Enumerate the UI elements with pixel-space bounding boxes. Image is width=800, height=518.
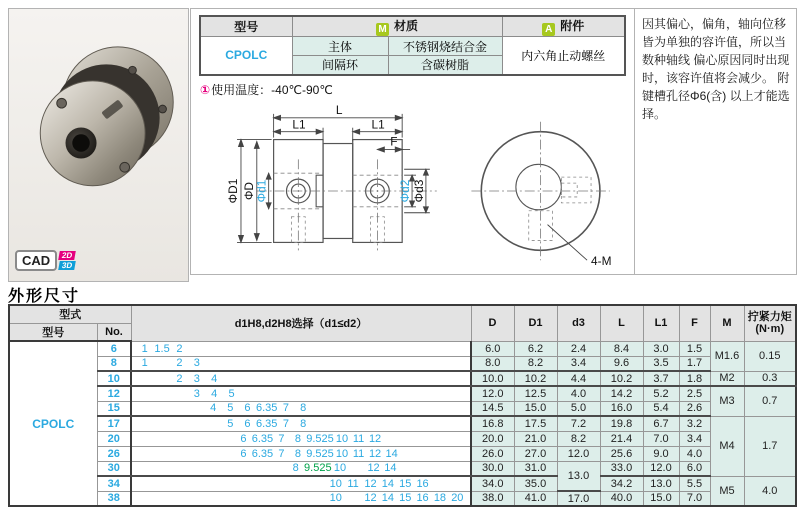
spec-header-accessory [502,16,625,37]
d1-value: 5 [227,402,234,415]
d1-value: 7 [282,402,290,415]
cell-D1: 17.5 [514,416,557,431]
spec-header-row [200,16,625,37]
d1-value: 15 [399,477,412,490]
d1-value: 9.525 [306,432,334,445]
cell-L1: 3.5 [643,356,679,371]
table-row [9,356,796,371]
d1-grid [136,462,466,474]
cell-F: 1.5 [679,341,710,356]
dim-label-D: ΦD [241,181,256,200]
header-F: F [679,305,710,341]
d1-value: 9.525 [306,447,334,460]
spec-model-value[interactable]: CPOLC [200,37,292,75]
spec-row-1 [200,37,625,56]
row-no[interactable]: 10 [97,371,131,386]
note-number-icon: ① [200,82,211,97]
cell-d3: 5.0 [557,401,600,416]
d1-value: 7 [278,447,285,460]
header-no: No. [97,323,131,341]
d1-value: 1 [141,342,148,355]
material-badge-icon: M [376,23,389,36]
spec-part-1: 主体 [292,37,388,56]
d1-value: 12 [368,447,382,460]
d1-grid [136,478,466,490]
main-content-box [190,8,797,275]
usage-note [635,9,796,274]
cell-d3: 17.0 [557,491,600,506]
d1-selection-cell [131,476,471,491]
d1-value: 6 [244,402,251,415]
header-torque [744,305,796,341]
d1-value: 11 [352,432,365,445]
cell-L: 9.6 [600,356,643,371]
cell-F: 3.4 [679,431,710,446]
cell-D: 30.0 [471,461,514,476]
cell-L: 16.0 [600,401,643,416]
cad-badge[interactable] [15,250,75,271]
table-row [9,341,796,356]
coupling-photo-shape [40,47,173,186]
d1-value: 14 [381,492,394,505]
dim-label-d3: Φd3 [411,179,426,202]
cell-L1: 7.0 [643,431,679,446]
dimension-lines [237,113,430,242]
cell-F: 1.7 [679,356,710,371]
dim-header-row-1 [9,305,796,323]
d1-value: 8 [300,402,307,415]
cell-D1: 12.5 [514,386,557,401]
d1-value: 11 [347,477,359,490]
d1-selection-cell [131,446,471,461]
cell-D1: 21.0 [514,431,557,446]
table-row [9,371,796,386]
dim-label-F: F [390,134,398,149]
d1-grid [136,357,466,369]
d1-value: 3 [193,357,200,370]
cell-D1: 10.2 [514,371,557,386]
cell-d3: 3.4 [557,356,600,371]
dimension-table-wrap [8,304,797,507]
row-no[interactable]: 34 [97,476,131,491]
cell-L1: 6.7 [643,416,679,431]
dim-label-L1-right: L1 [371,117,385,132]
cell-L: 25.6 [600,446,643,461]
d1-value: 1.5 [154,342,170,355]
d1-value: 12 [364,492,377,505]
cell-torque: 0.15 [744,341,796,371]
d1-value: 8 [300,417,307,430]
cell-F: 5.5 [679,476,710,491]
d1-value: 15 [399,492,412,505]
d1-value: 16 [416,492,429,505]
cell-d3: 7.2 [557,416,600,431]
material-header-label: 材质 [394,19,419,33]
cell-F: 3.2 [679,416,710,431]
cell-D: 14.5 [471,401,514,416]
d1-value: 3 [193,387,200,400]
table-row [9,461,796,476]
dim-label-d1: Φd1 [254,179,269,202]
cell-d3: 2.4 [557,341,600,356]
cell-D: 20.0 [471,431,514,446]
row-no[interactable]: 26 [97,446,131,461]
d1-value: 12 [368,432,382,445]
row-no[interactable]: 15 [97,401,131,416]
side-view-hidden-lines [254,159,437,250]
technical-drawing [199,102,635,280]
cell-D: 6.0 [471,341,514,356]
cell-L1: 3.0 [643,341,679,356]
header-torque-unit: (N·m) [755,323,785,336]
cell-M: M2 [710,371,744,386]
d1-value: 6.35 [251,432,274,445]
d1-value: 4 [211,387,218,400]
usage-note-text: 因其偏心，偏角，轴向位移皆为单独的容许值，所以当数种轴线 偏心原因同时出现时，该容许值将会减少。 附键槽孔径Φ6(含) 以上才能选择。 [642,17,790,121]
cell-L: 14.2 [600,386,643,401]
spec-material-1: 不锈钢烧结合金 [388,37,502,56]
cell-L1: 13.0 [643,476,679,491]
table-row [9,386,796,401]
temperature-note-text: 使用温度：-40℃-90℃ [211,82,333,97]
d1-grid [136,433,466,445]
front-view [471,121,609,259]
header-type: 型式 [9,305,131,323]
cell-torque: 0.3 [744,371,796,386]
cad-label[interactable]: CAD [15,250,57,271]
d1-value: 8 [294,447,301,460]
header-L1: L1 [643,305,679,341]
table-row [9,431,796,446]
spec-accessory-value: 内六角止动螺丝 [502,37,625,75]
spec-and-drawing-column [191,9,634,274]
d1-value: 7 [282,417,290,430]
cell-torque: 4.0 [744,476,796,506]
cell-D1: 35.0 [514,476,557,491]
d1-value: 1 [141,357,148,370]
cell-F: 6.0 [679,461,710,476]
d1-selection-cell [131,356,471,371]
d1-value: 12 [367,462,380,475]
cell-D1: 31.0 [514,461,557,476]
d1-value: 10 [329,492,342,505]
header-d1-selection: d1H8,d2H8选择（d1≤d2） [131,305,471,341]
row-no[interactable]: 8 [97,356,131,371]
spec-material-2: 含碳树脂 [388,56,502,75]
cell-d3: 8.2 [557,431,600,446]
d1-selection-cell [131,341,471,356]
d1-value: 5 [227,417,234,430]
dim-label-d2: Φd2 [398,179,413,202]
d1-value: 18 [433,492,447,505]
cell-D: 8.0 [471,356,514,371]
d1-value: 6.35 [256,417,278,430]
row-no[interactable]: 12 [97,386,131,401]
cell-M: M3 [710,386,744,416]
model-cell[interactable]: CPOLC [9,341,97,506]
header-L: L [600,305,643,341]
cell-D: 16.8 [471,416,514,431]
cell-F: 7.0 [679,491,710,506]
d1-value: 5 [228,387,235,400]
d1-value: 2 [176,342,183,355]
spec-table [199,15,626,76]
row-no[interactable]: 30 [97,461,131,476]
d1-value: 14 [381,477,394,490]
cell-D1: 15.0 [514,401,557,416]
d1-value: 14 [384,462,397,475]
cad-3d-badge[interactable]: 3D [58,261,76,270]
cell-D: 12.0 [471,386,514,401]
row-no[interactable]: 38 [97,491,131,506]
cell-L1: 5.2 [643,386,679,401]
cell-D1: 6.2 [514,341,557,356]
temperature-note [200,81,634,98]
d1-grid [136,418,466,430]
cell-d3: 4.4 [557,371,600,386]
table-row [9,401,796,416]
table-row [9,491,796,506]
cell-d3: 4.0 [557,386,600,401]
d1-value: 6 [244,417,251,430]
cell-L: 33.0 [600,461,643,476]
d1-value: 9.525 [304,462,332,475]
d1-grid [136,388,466,400]
product-photo [16,19,181,234]
cell-D: 38.0 [471,491,514,506]
cell-D1: 27.0 [514,446,557,461]
accessory-header-label: 附件 [560,19,585,33]
header-D1: D1 [514,305,557,341]
cell-L1: 9.0 [643,446,679,461]
product-photo-box [8,8,189,282]
d1-value: 8 [292,462,299,475]
d1-value: 10 [333,462,347,475]
d1-value: 11 [352,447,365,460]
screw-count-label: 4-M [591,253,612,268]
d1-value: 10 [335,432,349,445]
d1-value: 6.35 [256,402,278,415]
row-no[interactable]: 20 [97,431,131,446]
cell-M: M4 [710,416,744,476]
d1-value: 20 [451,492,464,505]
cell-L1: 15.0 [643,491,679,506]
row-no[interactable]: 6 [97,341,131,356]
cell-D1: 8.2 [514,356,557,371]
header-d3: d3 [557,305,600,341]
d1-value: 6.35 [251,447,274,460]
cell-L1: 3.7 [643,371,679,386]
d1-selection-cell [131,431,471,446]
cell-F: 2.6 [679,401,710,416]
spec-header-model: 型号 [200,16,292,37]
d1-value: 16 [416,477,429,490]
d1-value: 3 [193,372,200,385]
header-M: M [710,305,744,341]
d1-value: 12 [364,477,377,490]
d1-selection-cell [131,491,471,506]
dimension-table [8,304,797,507]
d1-value: 14 [385,447,398,460]
cell-L: 19.8 [600,416,643,431]
dim-label-L1-left: L1 [292,117,306,132]
cell-L: 10.2 [600,371,643,386]
table-row [9,416,796,431]
d1-selection-cell [131,416,471,431]
table-row [9,476,796,491]
d1-selection-cell [131,386,471,401]
cell-D1: 41.0 [514,491,557,506]
cell-M: M1.6 [710,341,744,371]
dim-table-body [9,341,796,506]
spec-part-2: 间隔环 [292,56,388,75]
table-row [9,446,796,461]
cell-L1: 5.4 [643,401,679,416]
cell-D: 34.0 [471,476,514,491]
cell-L: 40.0 [600,491,643,506]
dim-label-L: L [335,102,343,117]
d1-value: 6 [240,447,247,460]
d1-grid [136,492,466,504]
header-model: 型号 [9,323,97,341]
cell-F: 2.5 [679,386,710,401]
cell-torque: 0.7 [744,386,796,416]
section-title: 外形尺寸 [8,288,81,305]
d1-grid [136,402,466,414]
d1-value: 6 [240,432,247,445]
d1-value: 2 [176,357,183,370]
d1-selection-cell [131,401,471,416]
cell-F: 4.0 [679,446,710,461]
row-no[interactable]: 17 [97,416,131,431]
spec-header-material [292,16,502,37]
d1-grid [136,373,466,385]
d1-grid [136,448,466,460]
d1-value: 4 [211,372,218,385]
cell-L: 21.4 [600,431,643,446]
cell-torque: 1.7 [744,416,796,476]
cell-D: 10.0 [471,371,514,386]
cad-2d-badge[interactable]: 2D [58,251,76,260]
cell-L: 8.4 [600,341,643,356]
d1-grid [136,343,466,355]
d1-selection-cell [131,371,471,386]
header-D: D [471,305,514,341]
accessory-badge-icon: A [542,23,555,36]
dim-label-D1: ΦD1 [226,178,241,203]
d1-value: 4 [210,402,217,415]
cell-L: 34.2 [600,476,643,491]
d1-value: 10 [329,477,342,490]
d1-value: 8 [294,432,301,445]
cell-d3: 12.0 [557,446,600,461]
header-torque-label: 拧紧力矩 [747,310,792,323]
d1-value: 7 [278,432,285,445]
cell-L1: 12.0 [643,461,679,476]
cell-F: 1.8 [679,371,710,386]
d1-value: 2 [176,372,183,385]
d1-value: 10 [335,447,349,460]
cell-d3: 13.0 [557,461,600,491]
cell-M: M5 [710,476,744,506]
d1-selection-cell [131,461,471,476]
cell-D: 26.0 [471,446,514,461]
